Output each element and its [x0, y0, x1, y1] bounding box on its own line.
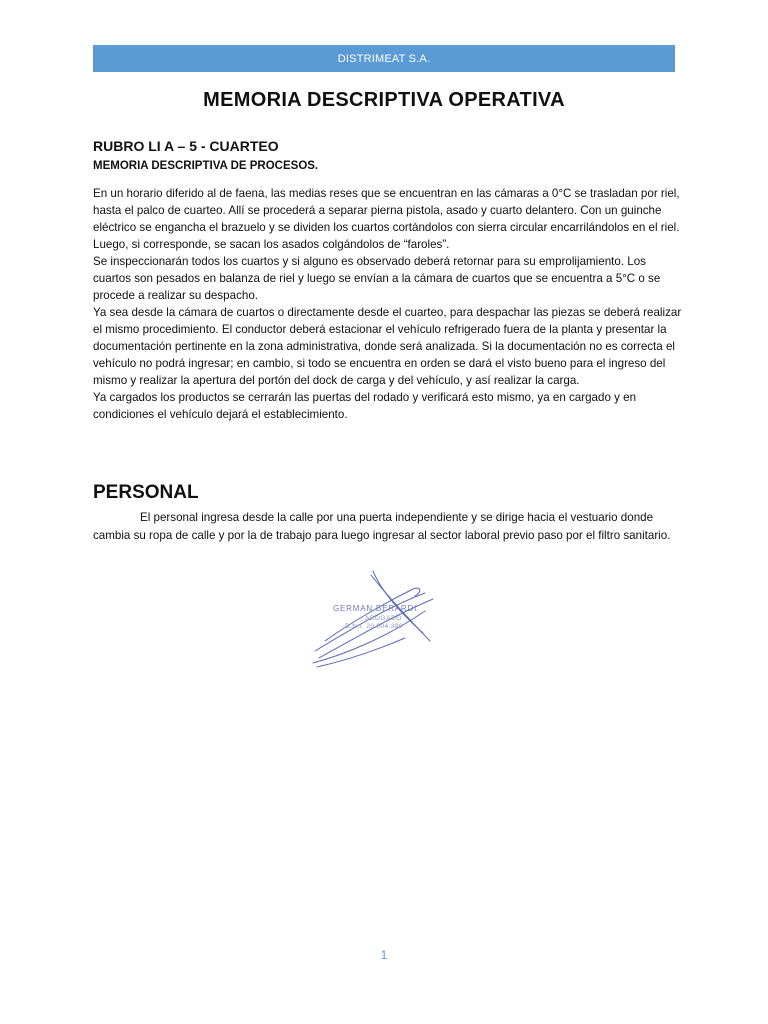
process-subheading: MEMORIA DESCRIPTIVA DE PROCESOS. — [93, 160, 319, 172]
signature-registration: D.N.I. 20.004.380 — [345, 623, 403, 630]
process-description — [93, 185, 683, 423]
paragraph: Ya cargados los productos se cerrarán las puertas del rodado y verificará esto mismo, ya en cargado y en condiciones el vehículo dejará el establecimiento. — [93, 391, 637, 421]
paragraph: Se inspeccionarán todos los cuartos y si alguno es observado deberá retornar para su emprolijamiento. Los cuartos son pesados en balanza de riel y luego se envían a la cámara de cuartos que se encuentra a 5°C o se procede a realizar su despacho. — [93, 255, 661, 302]
document-title: MEMORIA DESCRIPTIVA OPERATIVA — [203, 89, 565, 111]
paragraph: En un horario diferido al de faena, las medias reses que se encuentran en las cámaras a 0°C se trasladan por riel, hasta el palco de cuarteo. Allí se procederá a separar pierna pistola, asado y cuarto delantero. Con un guinche eléctrico se engancha el brazuelo y se dividen los cuartos cortándolos con sierra circular encarrilándolos en el riel. Luego, si corresponde, se sacan los asados colgándolos de “faroles”. — [93, 187, 680, 251]
signature-stamp — [305, 563, 445, 673]
personal-heading: PERSONAL — [93, 482, 199, 503]
paragraph: Ya sea desde la cámara de cuartos o directamente desde el cuarteo, para despachar las piezas se deberá realizar el mismo procedimiento. El conductor deberá estacionar el vehículo refrigerado fuera de la planta y presentar la documentación pertinente en la zona administrativa, donde será analizada. Si la documentación no es correcta el vehículo no podrá ingresar; en cambio, si todo se encuentra en orden se dará el visto bueno para el ingreso del mismo y realizar la apertura del portón del dock de carga y del vehículo, y así realizar la carga. — [93, 306, 682, 387]
company-name: DISTRIMEAT S.A. — [337, 52, 431, 65]
personal-paragraph: El personal ingresa desde la calle por una puerta independiente y se dirige hacia el vestuario donde cambia su ropa de calle y por la de trabajo para luego ingresar al sector laboral previo paso por el filtro sanitario. — [93, 511, 671, 542]
rubro-heading: RUBRO LI A – 5 - CUARTEO — [93, 138, 279, 154]
signature-title: ABOGADO — [365, 615, 403, 622]
header-bar — [93, 45, 675, 72]
signature-name: GERMAN BERARDI — [333, 604, 418, 613]
page-number: 1 — [380, 948, 388, 962]
